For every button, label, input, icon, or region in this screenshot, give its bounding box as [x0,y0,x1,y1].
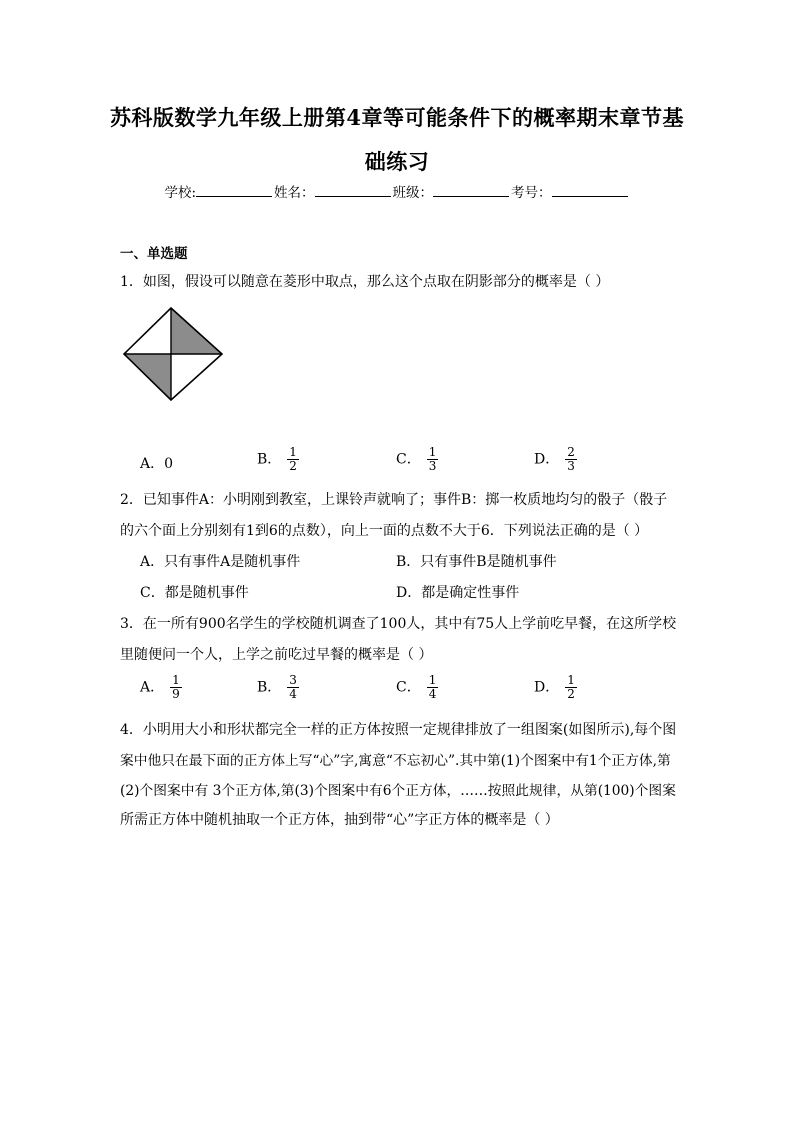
q4-line3: (2)个图案中有 3个正方体,第(3)个图案中有6个正方体，……按照此规律，从第(100)个图案 [120,783,676,799]
q1-option-c[interactable]: C． $\frac{1}{3}$ [396,445,437,473]
fraction: $\frac{2}{3}$ [567,445,575,473]
q1-option-b[interactable]: B． $\frac{1}{2}$ [257,445,297,473]
name-blank[interactable] [315,183,391,197]
q3-option-c[interactable]: C． $\frac{1}{4}$ [396,673,437,701]
student-info-line [0,181,794,201]
fraction: $\frac{1}{4}$ [428,673,437,701]
q3-line1: 3．在一所有900名学生的学校随机调查了100人，其中有75人上学前吃早餐，在这所学校 [120,616,677,632]
doc-title-line2: 础练习 [364,149,430,174]
q4-line4: 所需正方体中随机抽取一个正方体，抽到带“心”字正方体的概率是（ ） [120,812,559,828]
q4-line2: 案中他只在最下面的正方体上写“心”字,寓意“不忘初心”.其中第(1)个图案中有1个正方体,第 [120,753,671,769]
exam-no-blank[interactable] [552,183,628,197]
doc-title-line1: 苏科版数学九年级上册第4章等可能条件下的概率期末章节基 [109,105,685,130]
q2-option-d[interactable]: D．都是确定性事件 [396,585,520,601]
fraction: $\frac{1}{3}$ [428,445,437,473]
q3-option-a[interactable]: A． $\frac{1}{9}$ [140,673,180,701]
school-label: 学校: [164,185,197,201]
name-label: 姓名： [274,185,315,201]
class-label: 班级： [392,185,434,201]
q3-line2: 里随便问一个人，上学之前吃过早餐的概率是（ ） [120,647,433,663]
q2-option-c[interactable]: C．都是随机事件 [140,585,249,601]
q1-option-a[interactable]: A．0 [140,456,174,472]
q4-line1: 4．小明用大小和形状都完全一样的正方体按照一定规律排放了一组图案(如图所示),每个图 [120,722,677,738]
q2-line1: 2．已知事件A：小明刚到教室，上课铃声就响了；事件B：掷一枚质地均匀的骰子（骰子 [120,492,668,508]
q1-option-d[interactable]: D． $\frac{2}{3}$ [534,445,575,473]
q3-option-b[interactable]: B． $\frac{3}{4}$ [257,673,297,701]
rhombus-figure [122,307,224,401]
fraction: $\frac{3}{4}$ [289,673,297,701]
q3-option-d[interactable]: D． $\frac{1}{2}$ [534,673,575,701]
fraction: $\frac{1}{9}$ [172,673,180,701]
fraction: $\frac{1}{2}$ [289,445,297,473]
fraction: $\frac{1}{2}$ [567,673,575,701]
q2-option-b[interactable]: B．只有事件B是随机事件 [396,554,557,570]
school-blank[interactable] [196,183,272,197]
class-blank[interactable] [433,183,509,197]
exam-no-label: 考号： [511,185,552,201]
q2-option-a[interactable]: A．只有事件A是随机事件 [140,554,301,570]
section-heading: 一、单选题 [120,246,188,262]
q1-text: 1．如图，假设可以随意在菱形中取点，那么这个点取在阴影部分的概率是（ ） [120,274,610,290]
q2-line2: 的六个面上分别刻有1到6的点数），向上一面的点数不大于6．下列说法正确的是（ ） [120,523,649,539]
